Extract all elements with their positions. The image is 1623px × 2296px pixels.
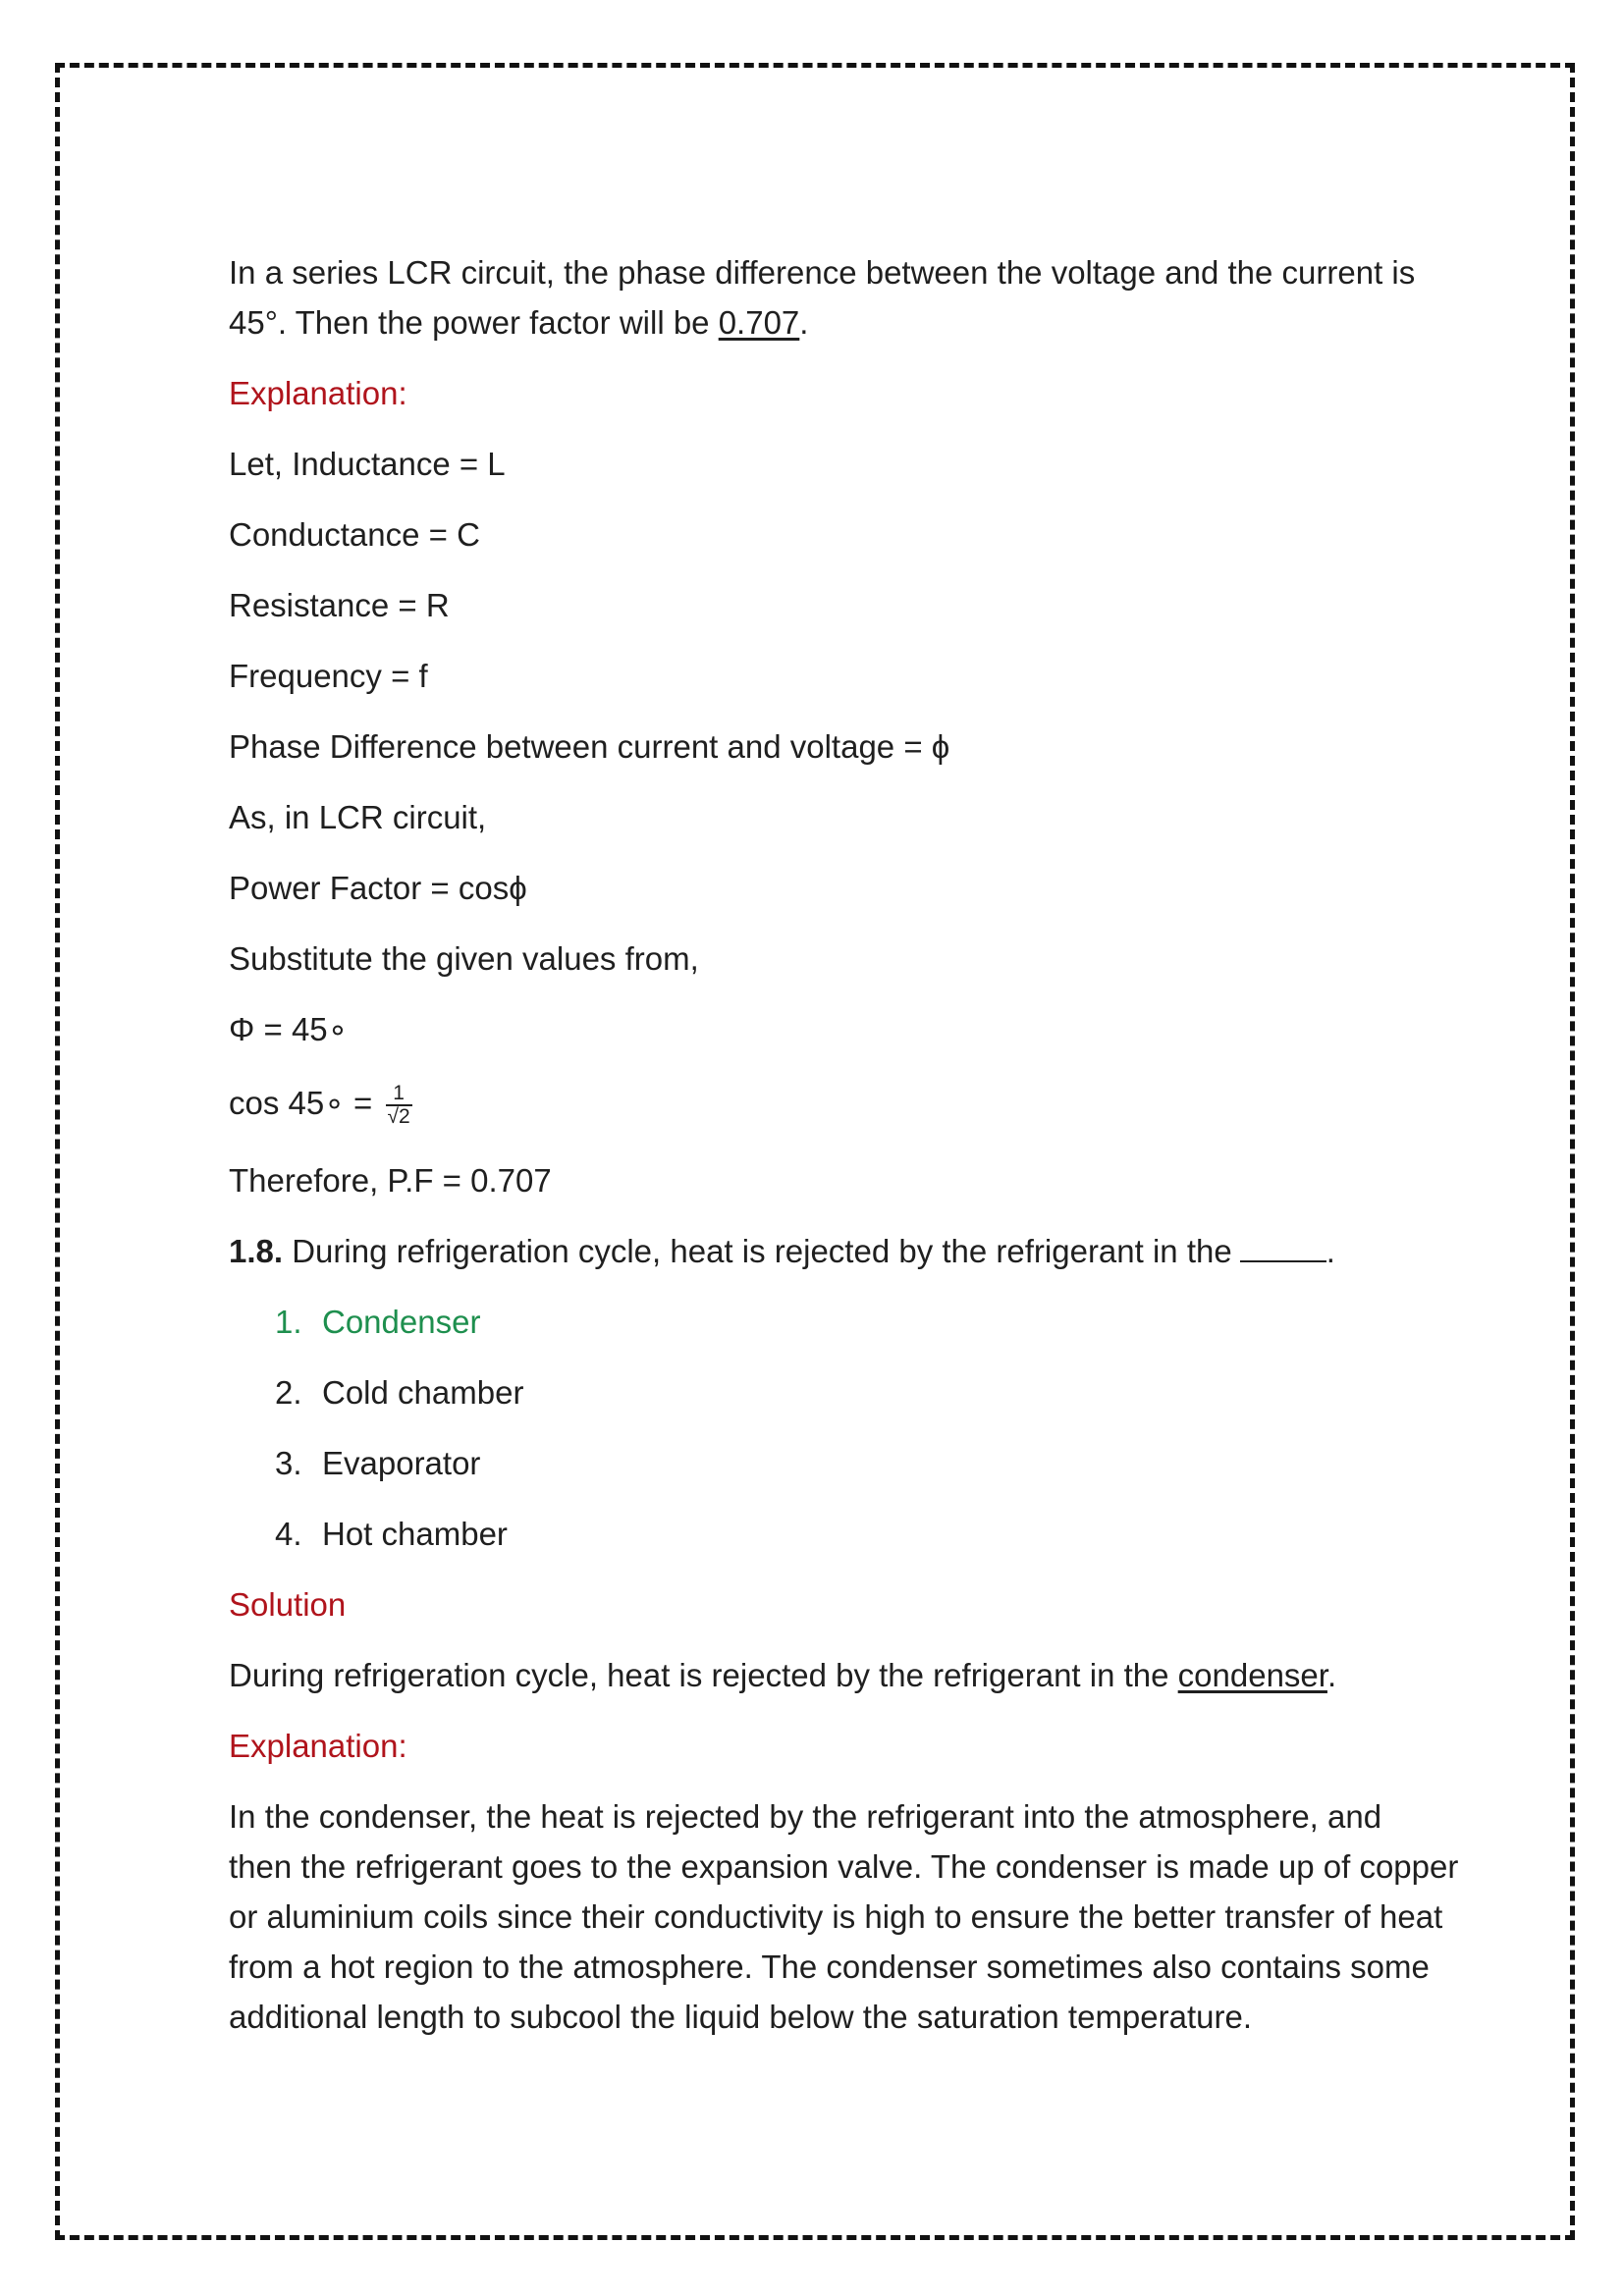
q2-end: . [1325, 1233, 1335, 1269]
q1-line-2-text: 45°. Then the power factor will be [229, 304, 719, 341]
fraction-numerator: 1 [386, 1083, 412, 1106]
explanation-1-line-11: Therefore, P.F = 0.707 [229, 1162, 552, 1199]
solution-heading: Solution [229, 1586, 347, 1623]
explanation-heading-2: Explanation: [229, 1728, 407, 1764]
q1-line-2 [229, 297, 808, 347]
explanation-1-line-8: Substitute the given values from, [229, 940, 699, 977]
q2-option-1 [275, 1297, 480, 1347]
explanation-1-line-3: Resistance = R [229, 587, 450, 623]
explanation-2-line-1: In the condenser, the heat is rejected by the refrigerant into the atmosphere, and [229, 1798, 1382, 1835]
q2-number: 1.8. [229, 1233, 284, 1269]
explanation-2-line-5: additional length to subcool the liquid below the saturation temperature. [229, 1999, 1253, 2035]
cos-45-text: cos 45∘ = [229, 1085, 382, 1121]
q2-option-4-number: 4. [275, 1516, 302, 1552]
q2-option-2-label: Cold chamber [322, 1374, 524, 1411]
q2-option-3 [275, 1438, 480, 1488]
q2-text: During refrigeration cycle, heat is rejected by the refrigerant in the [283, 1233, 1232, 1269]
q1-line-2-end: . [799, 304, 809, 341]
explanation-2-line-4: from a hot region to the atmosphere. The condenser sometimes also contains some [229, 1949, 1430, 1985]
explanation-1-line-9: Φ = 45∘ [229, 1011, 349, 1047]
q2-option-3-label: Evaporator [322, 1445, 481, 1481]
q2-option-2-number: 2. [275, 1374, 302, 1411]
solution-text-end: . [1326, 1657, 1337, 1693]
explanation-1-line-1: Let, Inductance = L [229, 446, 506, 482]
solution-answer: condenser [1177, 1657, 1327, 1693]
explanation-1-line-10 [229, 1078, 412, 1128]
explanation-1-line-2: Conductance = C [229, 516, 480, 553]
q2-option-1-number: 1. [275, 1304, 302, 1340]
explanation-1-line-7: Power Factor = cosϕ [229, 870, 527, 906]
q2-option-4 [275, 1509, 508, 1559]
explanation-1-line-4: Frequency = f [229, 658, 428, 694]
solution-text [229, 1650, 1336, 1700]
q1-answer: 0.707 [718, 304, 800, 341]
solution-text-main: During refrigeration cycle, heat is rejected by the refrigerant in the [229, 1657, 1178, 1693]
q2-question [229, 1226, 1335, 1276]
explanation-2-line-3: or aluminium coils since their conductivity is high to ensure the better transfer of heat [229, 1898, 1443, 1935]
fraction-one-over-root-two [386, 1083, 412, 1128]
explanation-1-line-6: As, in LCR circuit, [229, 799, 487, 835]
explanation-2-line-2: then the refrigerant goes to the expansion valve. The condenser is made up of copper [229, 1848, 1459, 1885]
q2-option-1-label: Condenser [322, 1304, 481, 1340]
q2-option-2 [275, 1367, 523, 1417]
fraction-denominator: √2 [387, 1105, 410, 1129]
q2-option-3-number: 3. [275, 1445, 302, 1481]
explanation-heading-1: Explanation: [229, 375, 407, 411]
q2-option-4-label: Hot chamber [322, 1516, 508, 1552]
q2-blank [1240, 1231, 1326, 1262]
explanation-1-line-5: Phase Difference between current and voltage = ϕ [229, 728, 950, 765]
q1-line-1: In a series LCR circuit, the phase difference between the voltage and the current is [229, 254, 1416, 291]
